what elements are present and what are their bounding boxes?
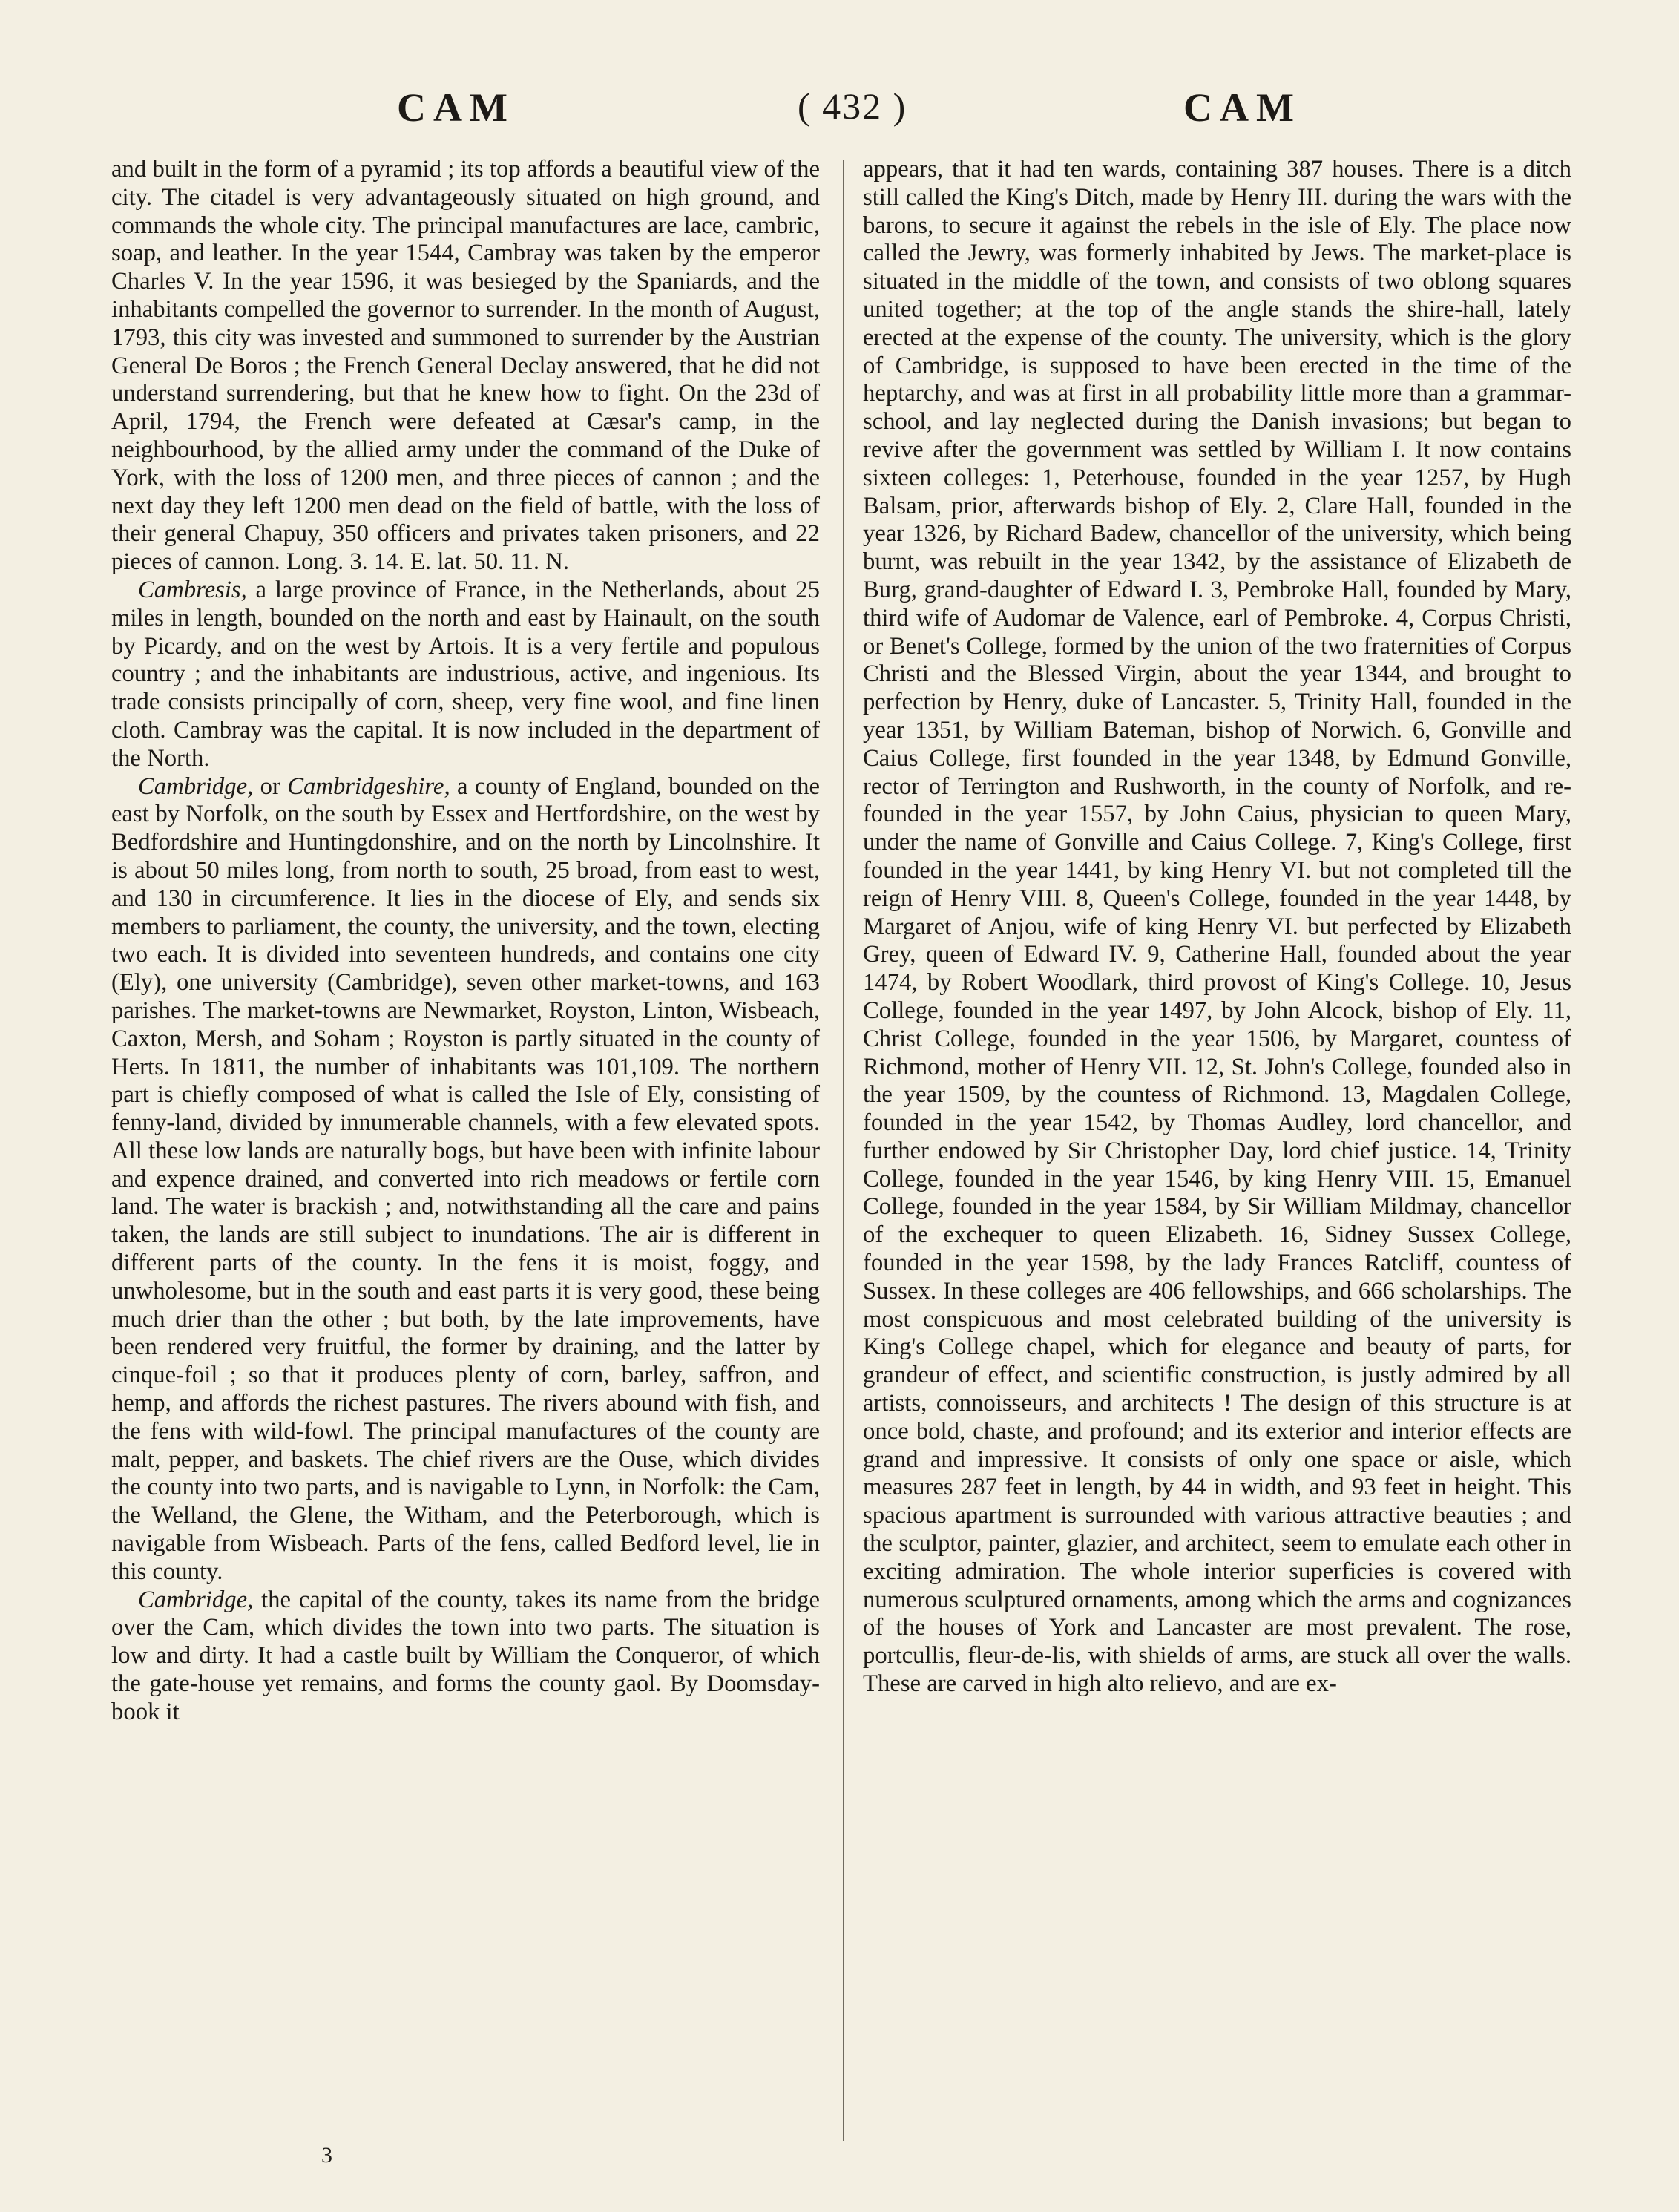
paragraph-cambridge-town xyxy=(111,1586,820,1727)
paragraph-cambridgeshire xyxy=(111,773,820,1586)
entry-term-cambridge-town: Cambridge, xyxy=(138,1586,254,1613)
signature-mark: 3 xyxy=(321,2143,332,2167)
paragraph-cambresis xyxy=(111,577,820,773)
entry-text-cambresis: a large province of France, in the Netherlands, about 25 miles in length, bounded on the north and east by Hainault, on the south by Picardy, and on the west by Artois. It is a very fertile and populous country ; and the inhabitants are industrious, active, and ingenious. Its trade consists principally of corn, sheep, very fine wool, and fine linen cloth. Cambray was the capital. It is now included in the department of the North. xyxy=(111,576,820,772)
paragraph-cambridge-continued: appears, that it had ten wards, containing 387 houses. There is a ditch still called the King's Ditch, made by Henry III. during the wars with the barons, to secure it against the rebels in the isle of Ely. The place now called the Jewry, was formerly inhabited by Jews. The market-place is situated in the middle of the town, and consists of two oblong squares united together; at the top of the angle stands the shire-hall, lately erected at the expense of the county. The university, which is the glory of Cambridge, is supposed to have been erected in the time of the heptarchy, and was at first in all probability little more than a grammar-school, and lay neglected during the Danish invasions; but began to revive after the government was settled by William I. It now contains sixteen colleges: 1, Peterhouse, founded in the year 1257, by Hugh Balsam, prior, afterwards bishop of Ely. 2, Clare Hall, founded in the year 1326, by Richard Badew, chancellor of the university, which being burnt, was rebuilt in the year 1342, by the assistance of Elizabeth de Burg, grand-daughter of Edward I. 3, Pembroke Hall, founded by Mary, third wife of Audomar de Valence, earl of Pembroke. 4, Corpus Christi, or Benet's College, formed by the union of the two fraternities of Corpus Christi and the Blessed Virgin, about the year 1344, and brought to perfection by Henry, duke of Lancaster. 5, Trinity Hall, founded in the year 1351, by William Bateman, bishop of Norwich. 6, Gonville and Caius College, first founded in the year 1348, by Edmund Gonville, rector of Terrington and Rushworth, in the county of Norfolk, and re-founded in the year 1557, by John Caius, physician to queen Mary, under the name of Gonville and Caius College. 7, King's College, first founded in the year 1441, by king Henry VI. but not completed till the reign of Henry VIII. 8, Queen's College, founded in the year 1448, by Margaret of Anjou, wife of king Henry VI. but perfected by Elizabeth Grey, queen of Edward IV. 9, Catherine Hall, founded about the year 1474, by Robert Woodlark, third provost of King's College. 10, Jesus College, founded in the year 1497, by John Alcock, bishop of Ely. 11, Christ College, founded in the year 1506, by Margaret, countess of Richmond, mother of Henry VII. 12, St. John's College, founded also in the year 1509, by the countess of Richmond. 13, Magdalen College, founded in the year 1542, by Thomas Audley, lord chancellor, and further endowed by Sir Christopher Day, lord chief justice. 14, Trinity College, founded in the year 1546, by king Henry VIII. 15, Emanuel College, founded in the year 1584, by Sir William Mildmay, chancellor of the exchequer to queen Elizabeth. 16, Sidney Sussex College, founded in the year 1598, by the lady Frances Ratcliff, countess of Sussex. In these colleges are 406 fellowships, and 666 scholarships. The most conspicuous and most celebrated building of the university is King's College chapel, which for elegance and beauty of parts, for grandeur of effect, and scientific construction, is justly admired by all artists, connoisseurs, and architects ! The design of this structure is at once bold, chaste, and profound; and its exterior and interior effects are grand and impressive. It consists of only one space or aisle, which measures 287 feet in length, by 44 in width, and 93 feet in height. This spacious apartment is surrounded with various attractive beauties ; and the sculptor, painter, glazier, and architect, seem to emulate each other in exciting admiration. The whole interior superficies is covered with numerous sculptured ornaments, among which the arms and cognizances of the houses of York and Lancaster are most prevalent. The rose, portcullis, fleur-de-lis, with shields of arms, are stuck all over the walls. These are carved in high alto relievo, and are ex- xyxy=(863,156,1571,1698)
header-right-word: CAM xyxy=(1183,85,1301,130)
entry-text-cambridge-town: the capital of the county, takes its name from the bridge over the Cam, which divides the town into two parts. The situation is low and dirty. It had a castle built by William the Conqueror, of which the gate-house yet remains, and forms the county gaol. By Doomsday-book it xyxy=(111,1586,820,1725)
entry-term-cambresis: Cambresis, xyxy=(138,576,247,603)
entry-term-cambridgeshire: Cambridgeshire, xyxy=(287,772,450,800)
page-number: ( 432 ) xyxy=(798,85,907,127)
column-divider xyxy=(843,160,844,2141)
right-column xyxy=(863,156,1571,2130)
running-header xyxy=(111,85,1588,147)
entry-or: or xyxy=(253,772,288,800)
paragraph-cambray-continued: and built in the form of a pyramid ; its top affords a beautiful view of the city. The citadel is very advantageously situated on high ground, and commands the whole city. The principal manufactures are lace, cambric, soap, and leather. In the year 1544, Cambray was taken by the emperor Charles V. In the year 1596, it was besieged by the Spaniards, and the inhabitants compelled the governor to surrender. In the month of August, 1793, this city was invested and summoned to surrender by the Austrian General De Boros ; the French General Declay answered, that he did not understand surrendering, but that he knew how to fight. On the 23d of April, 1794, the French were defeated at Cæsar's camp, in the neighbourhood, by the allied army under the command of the Duke of York, with the loss of 1200 men, and three pieces of cannon ; and the next day they left 1200 men dead on the field of battle, with the loss of their general Chapuy, 350 officers and privates taken prisoners, and 22 pieces of cannon. Long. 3. 14. E. lat. 50. 11. N. xyxy=(111,156,820,576)
left-column xyxy=(111,156,820,2130)
entry-term-cambridge-county: Cambridge, xyxy=(138,772,254,800)
entry-text-cambridgeshire: a county of England, bounded on the east by Norfolk, on the south by Essex and Hertfordshire, on the west by Bedfordshire and Huntingdonshire, and on the north by Lincolnshire. It is about 50 miles long, from north to south, 25 broad, from east to west, and 130 in circumference. It lies in the diocese of Ely, and sends six members to parliament, the county, the university, and the town, electing two each. It is divided into seventeen hundreds, and contains one city (Ely), one university (Cambridge), seven other market-towns, and 163 parishes. The market-towns are Newmarket, Royston, Linton, Wisbeach, Caxton, Mersh, and Soham ; Royston is partly situated in the county of Herts. In 1811, the number of inhabitants was 101,109. The northern part is chiefly composed of what is called the Isle of Ely, consisting of fenny-land, divided by innumerable channels, with a few elevated spots. All these low lands are naturally bogs, but have been with infinite labour and expence drained, and converted into rich meadows or fertile corn land. The water is brackish ; and, notwithstanding all the care and pains taken, the lands are still subject to inundations. The air is different in different parts of the county. In the fens it is moist, foggy, and unwholesome, but in the south and east parts it is very good, these being much drier than the other ; but both, by the late improvements, have been rendered very fruitful, the former by draining, and the latter by cinque-foil ; so that it produces plenty of corn, barley, saffron, and hemp, and affords the richest pastures. The rivers abound with fish, and the fens with wild-fowl. The principal manufactures of the county are malt, pepper, and baskets. The chief rivers are the Ouse, which divides the county into two parts, and is navigable to Lynn, in Norfolk: the Cam, the Welland, the Glene, the Witham, and the Peterborough, which is navigable from Wisbeach. Parts of the fens, called Bedford level, lie in this county. xyxy=(111,772,821,1585)
header-left-word: CAM xyxy=(397,85,515,130)
